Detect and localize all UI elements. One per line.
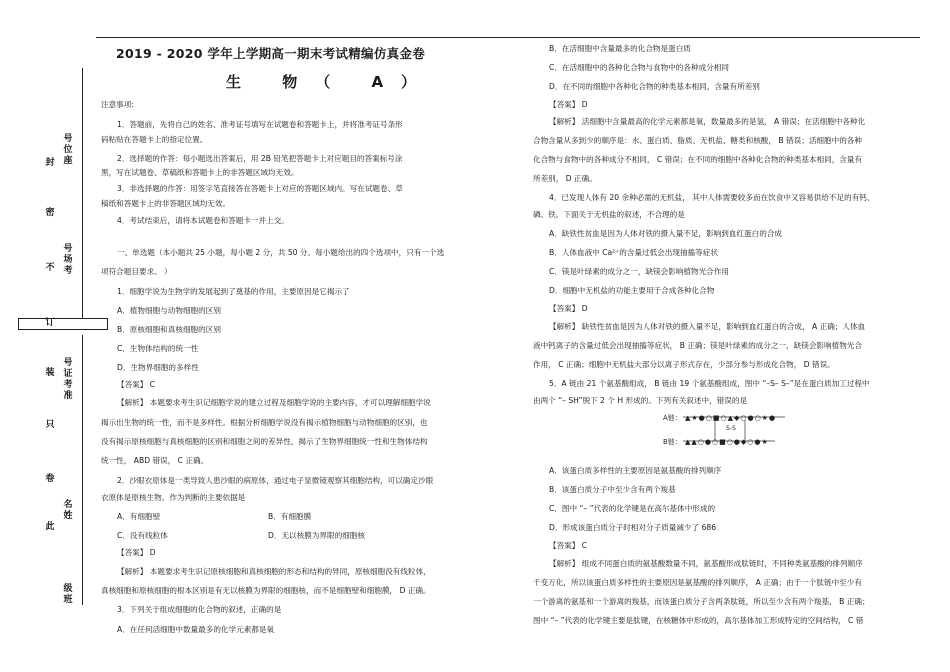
disulfide-bond-label: S-S: [726, 425, 736, 432]
explanation-cont: 作用， C 正确；细胞中无机盐大部分以离子形式存在，少部分参与形成化合物， D 错误。: [533, 360, 835, 369]
question-1: 1．细胞学说为生物学的发展起到了奠基的作用，主要原因是它揭示了: [117, 287, 350, 296]
option-a: A．该蛋白质多样性的主要原因是氨基酸的排列顺序: [549, 466, 722, 475]
notice-item-3: 3．非选择题的作答：用签字笔直接答在答题卡上对应的答题区域内。写在试题卷、草: [117, 184, 403, 193]
option-d: D．在不同的细胞中各种化合物的种类基本相同，含量有所差别: [549, 82, 760, 91]
field-name: 名姓: [63, 500, 73, 521]
seal-char: 只: [45, 420, 55, 430]
seal-char: 订: [45, 318, 55, 328]
chain-b-residues: ▲▲○●○■○●◆○●★: [685, 438, 769, 446]
exam-title: 2019 - 2020 学年上学期高一期末考试精编仿真金卷: [116, 46, 426, 61]
option-a: A．缺铁性贫血是因为人体对铁的摄入量不足，影响到血红蛋白的合成: [549, 229, 783, 238]
option-c: C．镁是叶绿素的成分之一，缺镁会影响植物光合作用: [549, 267, 729, 276]
option-d: D．无以核膜为界限的细胞核: [268, 531, 365, 540]
explanation: 【解析】 缺铁性贫血是因为人体对铁的摄入量不足，影响到血红蛋白的合成， A 正确；人体血: [549, 322, 866, 331]
top-rule: [96, 37, 920, 38]
seal-char: 不: [45, 263, 55, 273]
option-a: A．在任何活细胞中数量最多的化学元素都是氧: [117, 625, 275, 634]
answer: 【答案】 D: [117, 548, 156, 557]
binding-line-upper: [82, 68, 83, 318]
explanation-cont: 所差别， D 正确。: [533, 174, 597, 183]
chain-a-residues: ▲★●○■○▲◆○●○★●: [685, 414, 777, 422]
notice-item-1-cont: 码粘贴在答题卡上的指定位置。: [101, 135, 208, 144]
explanation-cont: 没有揭示原核细胞与真核细胞的区别和细胞之间的差异性，揭示了生物界细胞统一性和生物体结构: [101, 437, 428, 446]
question-3: 3．下列关于组成细胞的化合物的叙述，正确的是: [117, 605, 282, 614]
explanation: 【解析】 本题要求考生识记原核细胞和真核细胞的形态和结构的异同，原核细胞没有线粒体，: [117, 567, 431, 576]
seal-char: 卷: [45, 474, 55, 484]
explanation-cont: 图中 “– ”代表的化学键主要是肽键，在核糖体中形成的，高尔基体加工形成特定的空间结构， C 错: [533, 616, 864, 625]
explanation-cont: 揭示出生物的统一性，而不是多样性。根据分析细胞学说没有揭示植物细胞与动物细胞的区别，也: [101, 418, 428, 427]
notice-item-2-cont: 黑，写在试题卷、草稿纸和答题卡上的非答题区域均无效。: [101, 168, 299, 177]
explanation-cont: 真核细胞和原核细胞的根本区别是有无以核膜为界限的细胞核，而不是细胞壁和细胞膜， D 正确。: [101, 586, 431, 595]
question-5-cont: 由两个 “– SH”脱下 2 个 H 形成的。下列有关叙述中，错误的是: [533, 396, 748, 405]
notice-item-2: 2．选择题的作答：每小题选出答案后，用 2B 铅笔把答题卡上对应题目的答案标号涂: [117, 154, 403, 163]
question-5: 5．A 链由 21 个氨基酸组成， B 链由 19 个氨基酸组成，图中 “–S– S–”是在蛋白质加工过程中: [549, 379, 870, 388]
question-2-cont: 衣原体是原核生物。作为判断的主要依据是: [101, 493, 246, 502]
explanation-cont: 化合物与食物中的各种成分不相同， C 错误；在不同的细胞中各种化合物的种类基本相同，含量有: [533, 155, 863, 164]
field-room-number: 号场考: [63, 244, 73, 276]
option-c: C．在活细胞中的各种化合物与食物中的各种成分相同: [549, 63, 729, 72]
section-heading-cont: 项符合题目要求。 ）: [101, 267, 172, 276]
option-d: D．生物界细胞的多样性: [117, 363, 199, 372]
field-admission-number: 号证考准: [63, 358, 73, 401]
explanation-cont: 液中钙离子的含量过低会出现抽搐等症状， B 正确；镁是叶绿素的成分之一，缺镁会影响植物光合: [533, 341, 862, 350]
answer: 【答案】 D: [549, 100, 588, 109]
option-b: B．有细胞膜: [268, 512, 312, 521]
seal-char: 此: [45, 522, 55, 532]
answer: 【答案】 C: [549, 541, 588, 550]
question-2: 2．沙眼衣原体是一类导致人患沙眼的病原体，通过电子显微镜观察其细胞结构，可以确定沙眼: [117, 476, 434, 485]
notice-heading: 注意事项:: [101, 100, 134, 109]
cut-mark-box: [18, 318, 108, 330]
notice-item-1: 1．答题前，先将自己的姓名、准考证号填写在试题卷和答题卡上，并将准考证号条形: [117, 120, 403, 129]
question-4: 4．已发现人体有 20 余种必需的无机盐， 其中人体需要较多而在饮食中又容易供给不足的有钙、: [549, 193, 875, 202]
protein-chain-figure: [663, 411, 803, 451]
explanation-cont: 合物含量从多到少的顺序是：水、蛋白质、脂质、无机盐、糖类和核酸， B 错误；活细胞中的各种: [533, 136, 862, 145]
answer: 【答案】 C: [117, 380, 156, 389]
explanation-cont: 统一性， ABD 错误， C 正确。: [101, 456, 209, 465]
notice-item-3-cont: 稿纸和答题卡上的非答题区域均无效。: [101, 199, 231, 208]
option-a: A．有细胞壁: [117, 512, 161, 521]
section-heading: 一、单选题（本小题共 25 小题，每小题 2 分，共 50 分。每小题给出的四个选项中，只有一个选: [117, 248, 445, 257]
option-a: A．植物细胞与动物细胞的区别: [117, 306, 221, 315]
explanation-cont: 千变万化，所以该蛋白质多样性的主要原因是氨基酸的排列顺序， A 正确；由于一个肽链中至少有: [533, 578, 862, 587]
field-class: 级班: [63, 584, 73, 605]
explanation: 【解析】 组成不同蛋白质的氨基酸数量不同，氨基酸形成肽链时，不同种类氨基酸的排列顺序: [549, 559, 863, 568]
exam-subject: 生 物（ A）: [226, 73, 435, 91]
option-b: B．原核细胞和真核细胞的区别: [117, 325, 221, 334]
binding-line-lower: [82, 335, 83, 605]
question-4-cont: 磷、铁。下面关于无机盐的叙述，不合理的是: [533, 210, 685, 219]
option-c: C．生物体结构的统一性: [117, 344, 199, 353]
seal-char: 装: [45, 368, 55, 378]
explanation: 【解析】 活细胞中含量最高的化学元素都是氧，数量最多的是氢， A 错误；在活细胞中各种化: [549, 117, 866, 126]
option-b: B．该蛋白质分子中至少含有两个羧基: [549, 485, 676, 494]
explanation: 【解析】 本题要求考生识记细胞学说的建立过程及细胞学说的主要内容，才可以理解细胞学说: [117, 398, 431, 407]
option-b: B．在活细胞中含量最多的化合物是蛋白质: [549, 44, 691, 53]
chain-a-label: A链：: [663, 414, 682, 422]
seal-char: 密: [45, 208, 55, 218]
notice-item-4: 4．考试结束后，请将本试题卷和答题卡一并上交。: [117, 216, 289, 225]
option-b: B．人体血液中 Ca²⁺的含量过低会出现抽搐等症状: [549, 248, 718, 257]
option-c: C．图中 “– ”代表的化学键是在高尔基体中形成的: [549, 504, 716, 513]
option-d: D．形成该蛋白质分子时相对分子质量减少了 686: [549, 523, 717, 532]
chain-b-label: B链：: [663, 438, 682, 446]
option-d: D．细胞中无机盐的功能主要用于合成各种化合物: [549, 286, 715, 295]
field-seat-number: 号位座: [63, 134, 73, 166]
answer: 【答案】 D: [549, 304, 588, 313]
seal-char: 封: [45, 158, 55, 168]
option-c: C．没有线粒体: [117, 531, 168, 540]
explanation-cont: 一个游离的氨基和一个游离的羧基，而该蛋白质分子含两条肽链，所以至少含有两个羧基， B 正确；: [533, 597, 870, 606]
